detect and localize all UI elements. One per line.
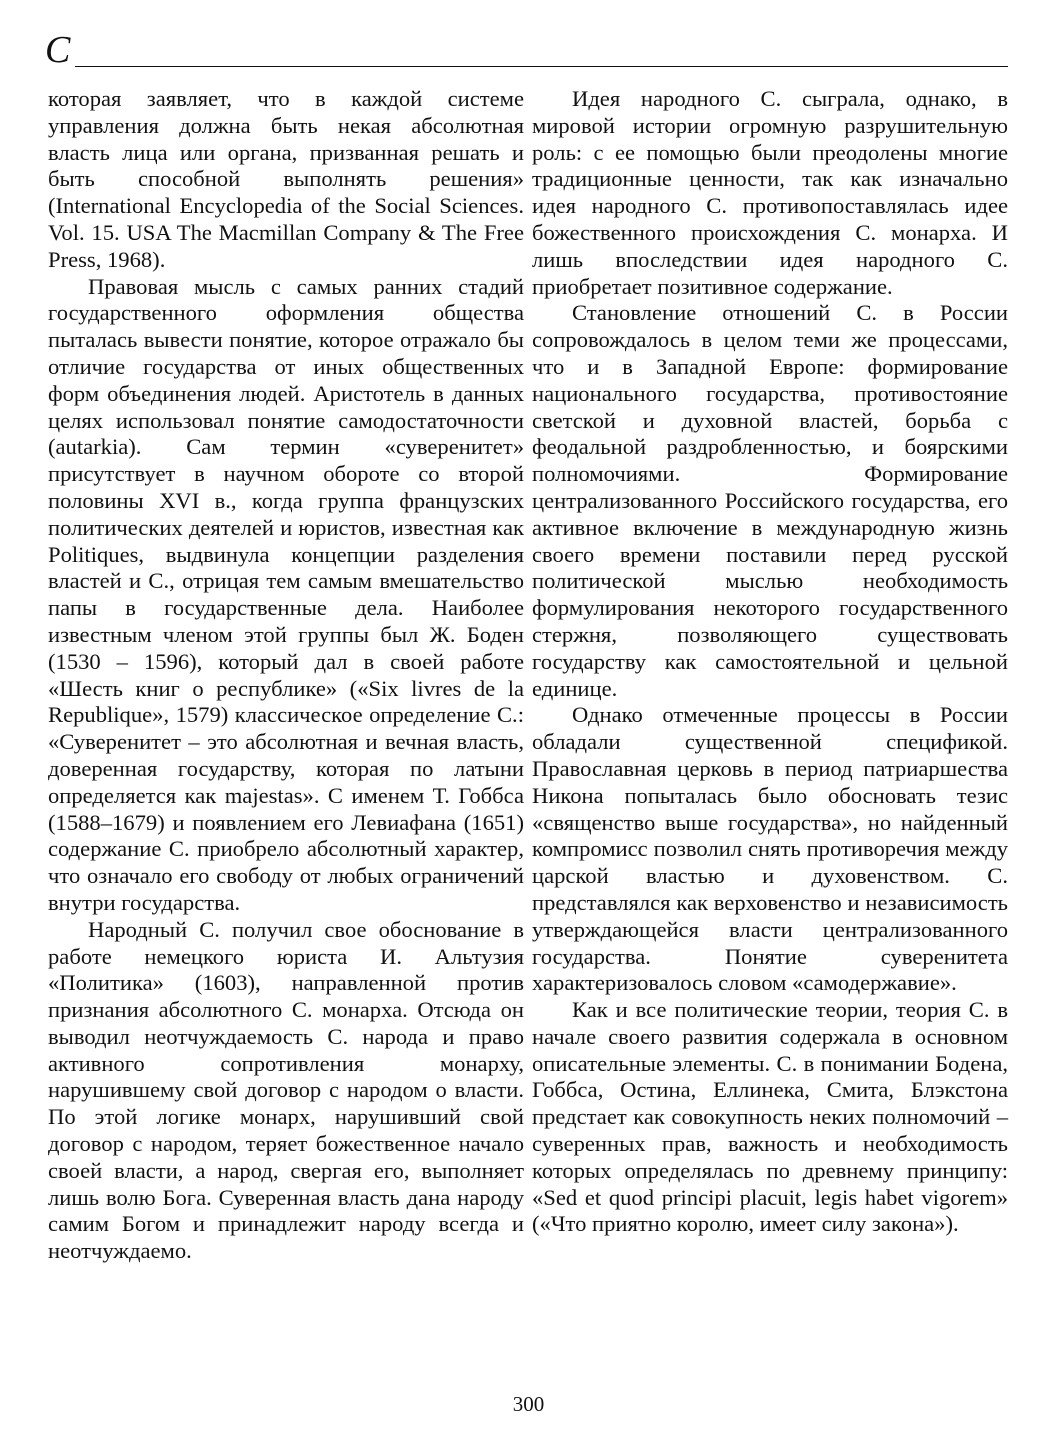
page-header: [45, 30, 1008, 70]
section-letter: С: [45, 29, 71, 71]
left-column: [48, 86, 524, 1265]
paragraph: Народный С. получил свое обоснование в работе немецкого юриста И. Альтузия «Политика» (1603), направленной против признания абсолютного С. монарха. Отсюда он выводил неотчуждаемость С. народа и право активного сопротивления монарху, нарушившему свой договор с народом о власти. По этой логике монарх, нарушивший свой договор с народом, теряет божественное начало своей власти, а народ, свергая его, выполняет лишь волю Бога. Суверенная власть дана народу самим Богом и принадлежит народу всегда и неотчуждаемо.: [48, 916, 524, 1264]
paragraph: Правовая мысль с самых ранних стадий государственного оформления общества пыталась вывести понятие, которое отражало бы отличие государства от иных общественных форм объединения людей. Аристотель в данных целях использовал понятие самодостаточности (autarkia). Сам термин «суверенитет» присутствует в научном обороте со второй половины XVI в., когда группа французских политических деятелей и юристов, известная как Politiques, выдвинула концепции разделения властей и С., отрицая тем самым вмешательство папы в государственные дела. Наиболее известным членом этой группы был Ж. Боден (1530 – 1596), который дал в своей работе «Шесть книг о республике» («Six livres de la Republique», 1579) классическое определение С.: «Суверенитет – это абсолютная и вечная власть, доверенная государству, которая по латыни определяется как majestas». С именем Т. Гоббса (1588–1679) и появлением его Левиафана (1651) содержание С. приобрело абсолютный характер, что означало его свободу от любых ограничений внутри государства.: [48, 273, 524, 915]
header-rule: [75, 66, 1008, 67]
paragraph: Идея народного С. сыграла, однако, в мировой истории огромную разрушительную роль: с ее помощью были преодолены многие традиционные ценности, так как изначально идея народного С. противопоставлялась идее божественного происхождения С. монарха. И лишь впоследствии идея народного С. приобретает позитивное содержание.: [532, 86, 1008, 299]
paragraph: Как и все политические теории, теория С. в начале своего развития содержала в основном описательные элементы. С. в понимании Бодена, Гоббса, Остина, Еллинека, Смита, Блэкстона предстает как совокупность неких полномочий – суверенных прав, важность и необходимость которых определялась по древнему принципу: «Sed et quod principi placuit, legis habet vigorem» («Что приятно королю, имеет силу закона»).: [532, 997, 1008, 1237]
page-number: 300: [512, 1392, 545, 1416]
right-column: [532, 86, 1008, 1238]
paragraph: Становление отношений С. в России сопровождалось в целом теми же процессами, что и в Западной Европе: формирование национального государства, противостояние светской и духовной властей, борьба с феодальной раздробленностью, и боярскими полномочиями. Формирование централизованного Российского государства, его активное включение в международную жизнь своего времени поставили перед русской политической мыслью необходимость формулирования некоторого государственного стержня, позволяющего существовать государству как самостоятельной и цельной единице.: [532, 300, 1008, 701]
paragraph: Однако отмеченные процессы в России обладали существенной спецификой. Православная церковь в период патриаршества Никона попыталась было обосновать тезис «священство выше государства», но найденный компромисс позволил снять противоречия между царской властью и духовенством. С. представлялся как верховенство и независимость утверждающейся власти централизованного государства. Понятие суверенитета характеризовалось словом «самодержавие».: [532, 702, 1008, 996]
paragraph: которая заявляет, что в каждой системе управления должна быть некая абсолютная власть лица или органа, призванная решать и быть способной выполнять решения» (International Encyclopedia of the Social Sciences. Vol. 15. USA The Macmillan Company & The Free Press, 1968).: [48, 86, 524, 272]
